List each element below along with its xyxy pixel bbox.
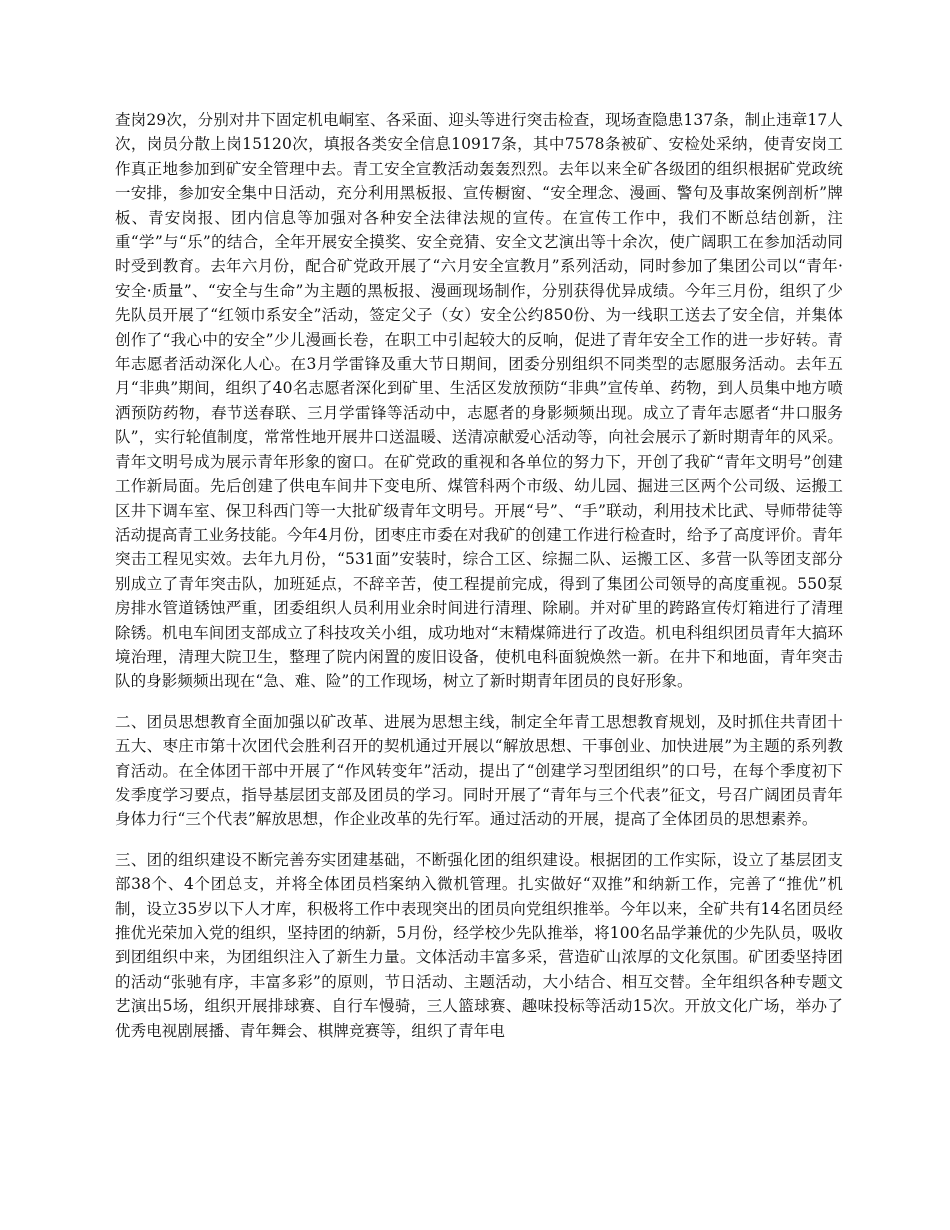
paragraph-ideological-education: 二、团员思想教育全面加强以矿改革、进展为思想主线，制定全年青工思想教育规划，及时抓住共青团十五大、枣庄市第十次团代会胜利召开的契机通过开展以“解放思想、干事创业、加快进展”为主题的系列教育活动。在全体团干部中开展了“作风转变年”活动，提出了“创建学习型团组织”的口号，在每个季度初下发季度学习要点，指导基层团支部及团员的学习。同时开展了“青年与三个代表”征文，号召广阔团员青年身体力行“三个代表”解放思想，作企业改革的先行军。通过活动的开展，提高了全体团员的思想素养。 — [115, 712, 843, 829]
document-body — [115, 108, 843, 1059]
paragraph-organization-building: 三、团的组织建设不断完善夯实团建基础，不断强化团的组织建设。根据团的工作实际，设立了基层团支部38个、4个团总支，并将全体团员档案纳入微机管理。扎实做好“双推”和纳新工作，完善了“推优”机制，设立35岁以下人才库，积极将工作中表现突出的团员向党组织推举。今年以来，全矿共有14名团员经推优光荣加入党的组织，坚持团的纳新，5月份，经学校少先队推举，将100名品学兼优的少先队员，吸收到团组织中来，为团组织注入了新生力量。文体活动丰富多采，营造矿山浓厚的文化氛围。矿团委坚持团的活动“张驰有序，丰富多彩”的原则，节日活动、主题活动，大小结合、相互交替。全年组织各种专题文艺演出5场，组织开展排球赛、自行车慢骑，三人篮球赛、趣味投标等活动15次。开放文化广场，举办了优秀电视剧展播、青年舞会、棋牌竞赛等，组织了青年电 — [115, 850, 843, 1040]
paragraph-youth-safety-work: 查岗29次，分别对井下固定机电峒室、各采面、迎头等进行突击检查，现场查隐患137条，制止违章17人次，岗员分散上岗15120次，填报各类安全信息10917条，其中7578条被矿、安检处采纳，使青安岗工作真正地参加到矿安全管理中去。青工安全宣教活动轰轰烈烈。去年以来全矿各级团的组织根据矿党政统一安排，参加安全集中日活动，充分利用黑板报、宣传橱窗、“安全理念、漫画、警句及事故案例剖析”牌板、青安岗报、团内信息等加强对各种安全法律法规的宣传。在宣传工作中，我们不断总结创新，注重“学”与“乐”的结合，全年开展安全摸奖、安全竞猜、安全文艺演出等十余次，使广阔职工在参加活动同时受到教育。去年六月份，配合矿党政开展了“六月安全宣教月”系列活动，同时参加了集团公司以“青年·安全·质量”、“安全与生命”为主题的黑板报、漫画现场制作，分别获得优异成绩。今年三月份，组织了少先队员开展了“红领巾系安全”活动，签定父子（女）安全公约850份、为一线职工送去了安全信，并集体创作了“我心中的安全”少儿漫画长卷，在职工中引起较大的反响，促进了青年安全工作的进一步好转。青年志愿者活动深化人心。在3月学雷锋及重大节日期间，团委分别组织不同类型的志愿服务活动。去年五月“非典”期间，组织了40名志愿者深化到矿里、生活区发放预防“非典”宣传单、药物，到人员集中地方喷洒预防药物，春节送春联、三月学雷锋等活动中，志愿者的身影频频出现。成立了青年志愿者“井口服务队”，实行轮值制度，常常性地开展井口送温暖、送清凉献爱心活动等，向社会展示了新时期青年的风采。青年文明号成为展示青年形象的窗口。在矿党政的重视和各单位的努力下，开创了我矿“青年文明号”创建工作新局面。先后创建了供电车间井下变电所、煤管科两个市级、幼儿园、掘进三区两个公司级、运搬工区井下调车室、保卫科西门等一大批矿级青年文明号。开展“号”、“手”联动，利用技术比武、导师带徒等活动提高青工业务技能。今年4月份，团枣庄市委在对我矿的创建工作进行检查时，给予了高度评价。青年突击工程见实效。去年九月份，“531面”安装时，综合工区、综掘二队、运搬工区、多营一队等团支部分别成立了青年突击队，加班延点，不辞辛苦，使工程提前完成，得到了集团公司领导的高度重视。550泵房排水管道锈蚀严重，团委组织人员利用业余时间进行清理、除刷。并对矿里的跨路宣传灯箱进行了清理除锈。机电车间团支部成立了科技攻关小组，成功地对“末精煤筛进行了改造。机电科组织团员青年大搞环境治理，清理大院卫生，整理了院内闲置的废旧设备，使机电科面貌焕然一新。在井下和地面，青年突击队的身影频频出现在“急、难、险”的工作现场，树立了新时期青年团员的良好形象。 — [115, 111, 843, 691]
